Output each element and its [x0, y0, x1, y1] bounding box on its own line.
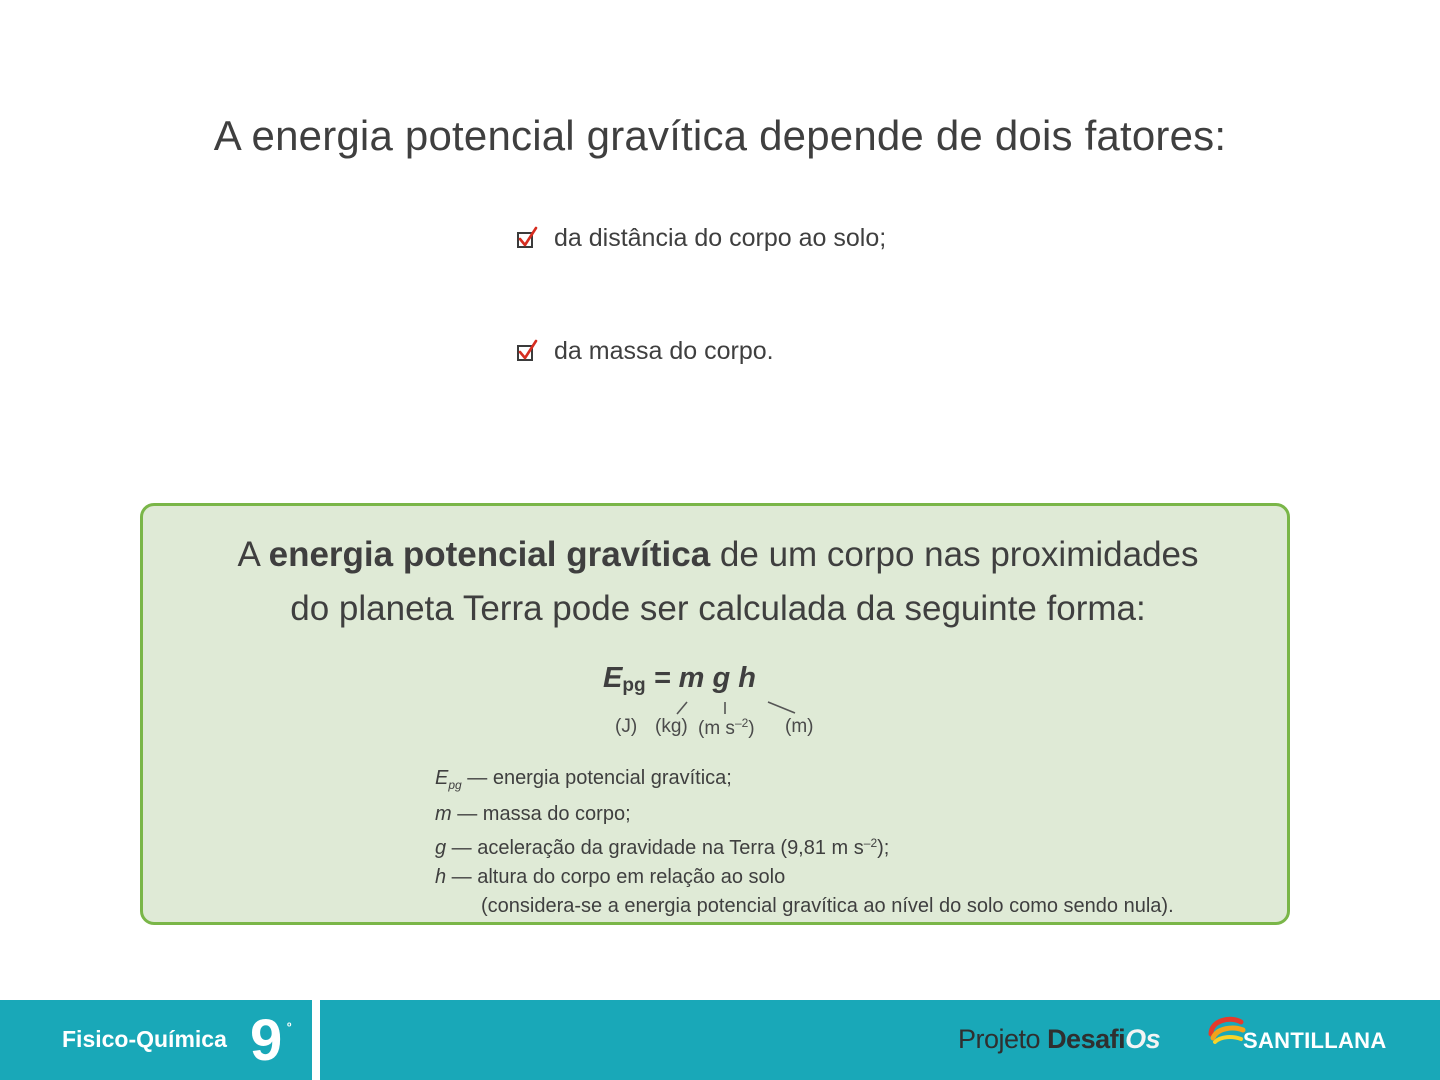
checkbox-checked-icon: [516, 339, 540, 363]
formula-lhs-sub: pg: [622, 675, 646, 696]
grade-ordinal: º: [287, 1020, 292, 1034]
legend-symbol: g: [435, 837, 447, 859]
unit-mass: (kg): [655, 716, 688, 737]
legend-text: — energia potencial gravítica;: [461, 767, 732, 789]
legend-symbol: h: [435, 866, 447, 888]
legend-close: );: [877, 837, 890, 859]
legend-symbol-sub: pg: [448, 778, 462, 792]
formula: [603, 662, 756, 697]
slide-title: A energia potencial gravítica depende de dois fatores:: [213, 112, 1227, 159]
legend-symbol-letter: E: [435, 767, 449, 789]
definition-line-2: do planeta Terra pode ser calculada da seguinte forma:: [290, 589, 1146, 628]
grade-number: 9: [250, 1008, 283, 1073]
unit-energy: (J): [615, 716, 638, 737]
definition-rest: de um corpo nas proximidades: [710, 535, 1199, 574]
footer-separator: [312, 1000, 320, 1080]
unit-gravity-base: (m s: [698, 718, 735, 739]
legend-exp: –2: [863, 836, 878, 850]
legend-row-epg: [435, 764, 1174, 800]
legend-row-g: [435, 829, 1174, 863]
project-brand: [958, 1024, 1160, 1055]
bullet-text: da distância do corpo ao solo;: [554, 223, 887, 252]
unit-gravity: [698, 716, 755, 740]
formula-rhs: = m g h: [645, 662, 756, 694]
formula-lhs: E: [603, 662, 623, 694]
checkbox-checked-icon: [516, 226, 540, 250]
definition-box: [140, 503, 1290, 925]
unit-gravity-close: ): [748, 718, 755, 739]
legend-symbol: [435, 767, 462, 792]
formula-legend: [435, 764, 1174, 921]
bullet-distance: [516, 221, 886, 255]
publisher-name: SANTILLANA: [1243, 1028, 1387, 1053]
bullet-text: da massa do corpo.: [554, 336, 774, 365]
legend-note: (considera-se a energia potencial gravítica ao nível do solo como sendo nula).: [481, 895, 1174, 917]
legend-text: — altura do corpo em relação ao solo: [446, 866, 786, 888]
legend-text: — massa do corpo;: [451, 803, 631, 825]
project-brand-bold: Desafi: [1047, 1024, 1126, 1054]
subject-name: Fisico-Química: [62, 1026, 227, 1052]
definition-prefix: A: [237, 535, 269, 574]
unit-gravity-exp: –2: [734, 716, 749, 730]
legend-symbol: m: [435, 803, 452, 825]
legend-text: — aceleração da gravidade na Terra (9,81 m s: [446, 837, 864, 859]
legend-row-m: [435, 800, 1174, 829]
legend-row-h: [435, 863, 1174, 892]
definition-bold-term: energia potencial gravítica: [268, 535, 711, 574]
definition-text: [143, 528, 1293, 636]
project-brand-light: Projeto: [958, 1024, 1048, 1054]
unit-height: (m): [785, 716, 814, 737]
bullet-mass: [516, 334, 774, 368]
definition-line-1: [143, 528, 1293, 582]
project-brand-accent: Os: [1125, 1024, 1161, 1054]
